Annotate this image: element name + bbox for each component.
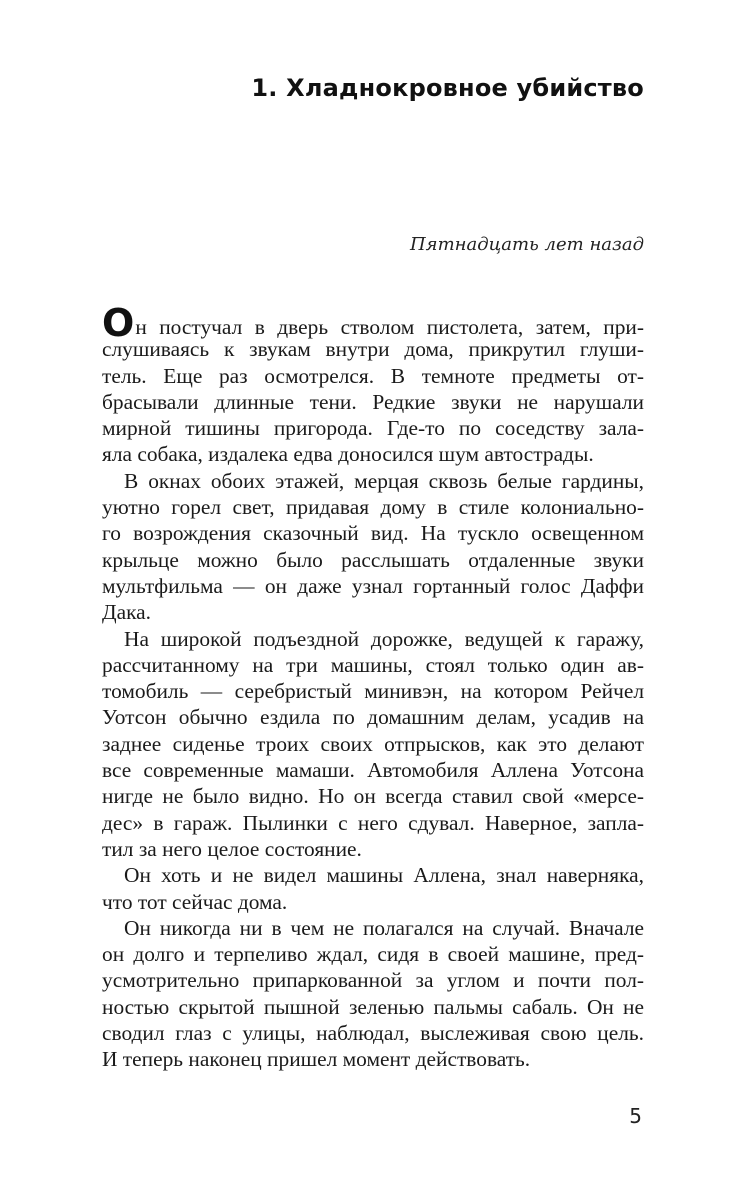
text-line: тель. Еще раз осмотрелся. В темноте предметы от- (102, 363, 644, 388)
text-line: Он хоть и не видел машины Аллена, знал наверняка, (124, 863, 644, 888)
text-line: Уотсон обычно ездила по домашним делам, усадив на (102, 705, 644, 730)
text-line: слушиваясь к звукам внутри дома, прикрутил глуши- (102, 337, 644, 362)
text-line: нигде не было видно. Но он всегда ставил свой «мерсе- (102, 784, 644, 809)
text-line: брасывали длинные тени. Редкие звуки не нарушали (102, 389, 644, 414)
chapter-epigraph: Пятнадцать лет назад (409, 234, 644, 255)
text-line: усмотрительно припаркованной за углом и почти пол- (102, 968, 644, 993)
text-line: томобиль — серебристый минивэн, на котором Рейчел (102, 679, 644, 704)
text-line: На широкой подъездной дорожке, ведущей к гаражу, (124, 626, 644, 651)
text-line: В окнах обоих этажей, мерцая сквозь белые гардины, (124, 468, 644, 493)
text-line: мультфильма — он даже узнал гортанный голос Даффи (102, 573, 644, 598)
text-line: крыльце можно было расслышать отдаленные звуки (102, 547, 644, 572)
text-line: уютно горел свет, придавая дому в стиле колониально- (102, 495, 644, 520)
text-line: дес» в гараж. Пылинки с него сдувал. Наверное, запла- (102, 810, 644, 835)
text-line: мирной тишины пригорода. Где-то по соседству зала- (102, 416, 644, 441)
text-line: Дака. (102, 600, 151, 625)
drop-cap: О (102, 301, 135, 345)
text-line: что тот сейчас дома. (102, 889, 288, 914)
text-line: рассчитанному на три машины, стоял только один ав- (102, 652, 644, 677)
text-line: все современные мамаши. Автомобиля Аллена Уотсона (102, 758, 644, 783)
chapter-title: 1. Хладнокровное убийство (251, 74, 644, 102)
text-line: яла собака, издалека едва доносился шум автострады. (102, 442, 594, 467)
text-line: ностью скрытой пышной зеленью пальмы сабаль. Он не (102, 994, 644, 1019)
text-line: заднее сиденье троих своих отпрысков, как это делают (102, 731, 644, 756)
text-line: он долго и терпеливо ждал, сидя в своей машине, пред- (102, 942, 644, 967)
page-number: 5 (629, 1104, 642, 1128)
text-line: сводил глаз с улицы, наблюдал, выслеживая свою цель. (102, 1021, 644, 1046)
text-line: И теперь наконец пришел момент действовать. (102, 1047, 531, 1072)
text-line: го возрождения сказочный вид. На тускло освещенном (102, 521, 644, 546)
body-text (102, 301, 644, 1073)
text-line: тил за него целое состояние. (102, 836, 362, 861)
text-line: Он никогда ни в чем не полагался на случай. Вначале (124, 915, 644, 940)
text-line: Он постучал в дверь стволом пистолета, затем, при- (102, 301, 644, 345)
